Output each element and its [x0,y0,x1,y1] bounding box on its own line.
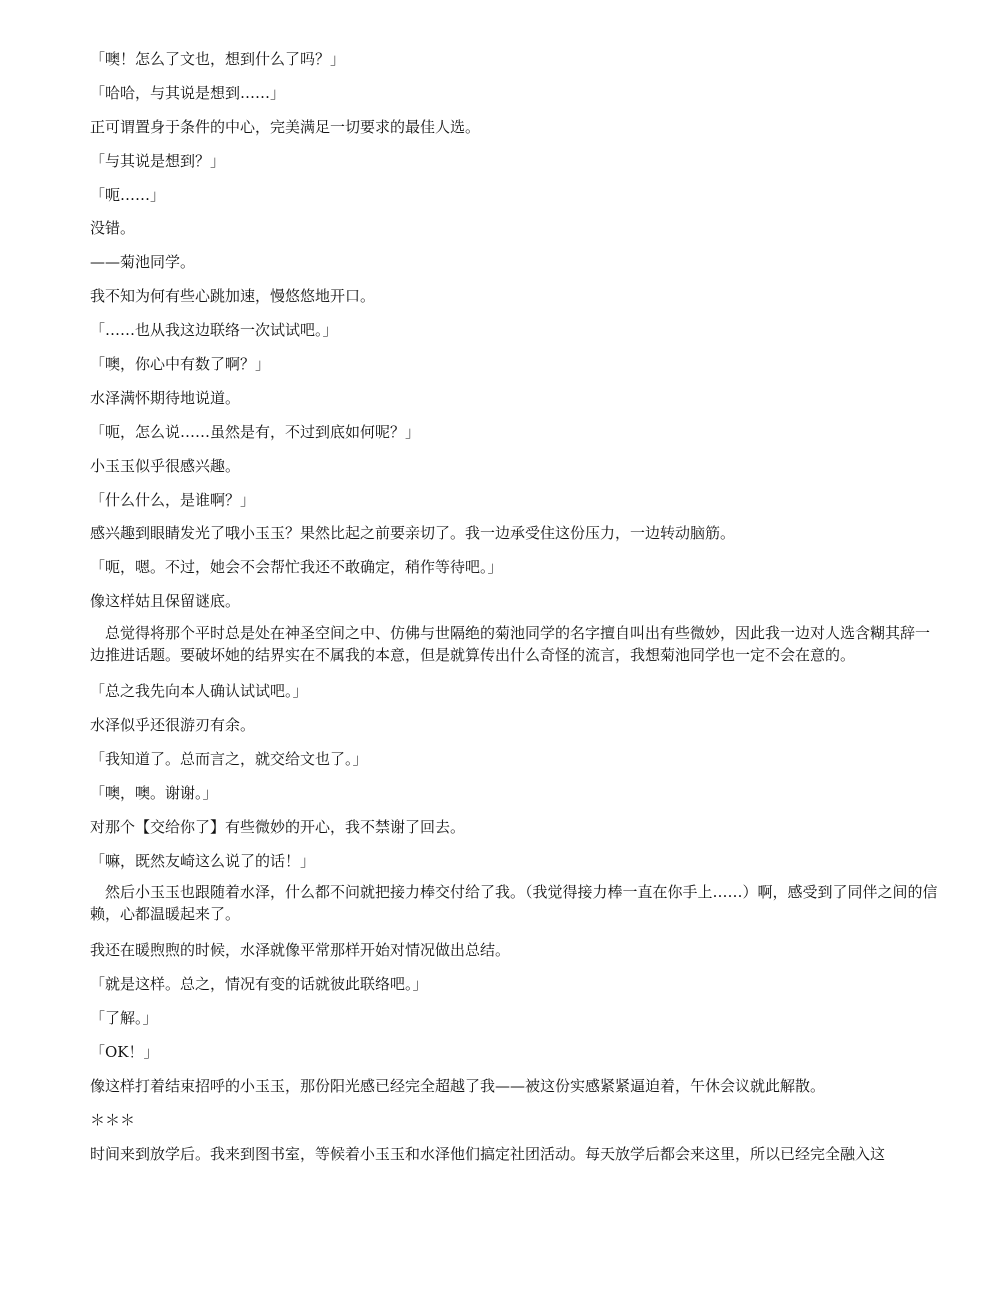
paragraph: 像这样姑且保留谜底。 [90,592,241,611]
paragraph: 「呃……」 [90,185,166,204]
paragraph: 然后小玉玉也跟随着水泽，什么都不问就把接力棒交付给了我。（我觉得接力棒一直在你手上……）啊，感受到了同伴之间的信赖，心都温暖起来了。 [90,883,938,924]
paragraph: 我不知为何有些心跳加速，慢悠悠地开口。 [90,287,376,306]
paragraph: 「噢，你心中有数了啊？」 [90,355,271,374]
paragraph: 「总之我先向本人确认试试吧。」 [90,682,308,701]
paragraph: 对那个【交给你了】有些微妙的开心，我不禁谢了回去。 [90,817,466,836]
paragraph: 「什么什么，是谁啊？」 [90,490,256,509]
paragraph: 「OK！」 [90,1043,159,1062]
paragraph: 感兴趣到眼睛发光了哦小玉玉？果然比起之前要亲切了。我一边承受住这份压力，一边转动脑筋。 [90,524,736,543]
paragraph: 「噢，噢。谢谢。」 [90,783,218,802]
paragraph: 「了解。」 [90,1009,158,1028]
paragraph: 「就是这样。总之，情况有变的话就彼此联络吧。」 [90,975,428,994]
paragraph: 「与其说是想到？」 [90,151,226,170]
paragraph: 我还在暖煦煦的时候，水泽就像平常那样开始对情况做出总结。 [90,941,511,960]
paragraph: 「呃，怎么说……虽然是有，不过到底如何呢？」 [90,422,421,441]
paragraph: 「噢！怎么了文也，想到什么了吗？」 [90,50,346,68]
paragraph: ——菊池同学。 [90,253,196,272]
paragraph: 正可谓置身于条件的中心，完美满足一切要求的最佳人选。 [90,117,481,136]
paragraph: 「嘛，既然友崎这么说了的话！」 [90,851,316,870]
paragraph: 「哈哈，与其说是想到……」 [90,83,286,102]
paragraph: 水泽满怀期待地说道。 [90,388,241,407]
paragraph: 水泽似乎还很游刃有余。 [90,716,256,735]
paragraph: 「呃，嗯。不过，她会不会帮忙我还不敢确定，稍作等待吧。」 [90,558,503,577]
paragraph: 「……也从我这边联络一次试试吧。」 [90,321,338,340]
paragraph: 「我知道了。总而言之，就交给文也了。」 [90,749,368,768]
scene-break: ＊＊＊ [90,1110,136,1129]
paragraph: 小玉玉似乎很感兴趣。 [90,456,241,475]
paragraph: 时间来到放学后。我来到图书室，等候着小玉玉和水泽他们搞定社团活动。每天放学后都会来这里，所以已经完全融入这 [90,1144,886,1163]
paragraph: 像这样打着结束招呼的小玉玉，那份阳光感已经完全超越了我——被这份实感紧紧逼迫着，午休会议就此解散。 [90,1077,826,1096]
paragraph: 总觉得将那个平时总是处在神圣空间之中、仿佛与世隔绝的菊池同学的名字擅自叫出有些微妙，因此我一边对人选含糊其辞一边推进话题。要破坏她的结界实在不属我的本意，但是就算传出什么奇怪的流言，我想菊池同学也一定不会在意的。 [90,624,931,665]
paragraph: 没错。 [90,219,136,238]
